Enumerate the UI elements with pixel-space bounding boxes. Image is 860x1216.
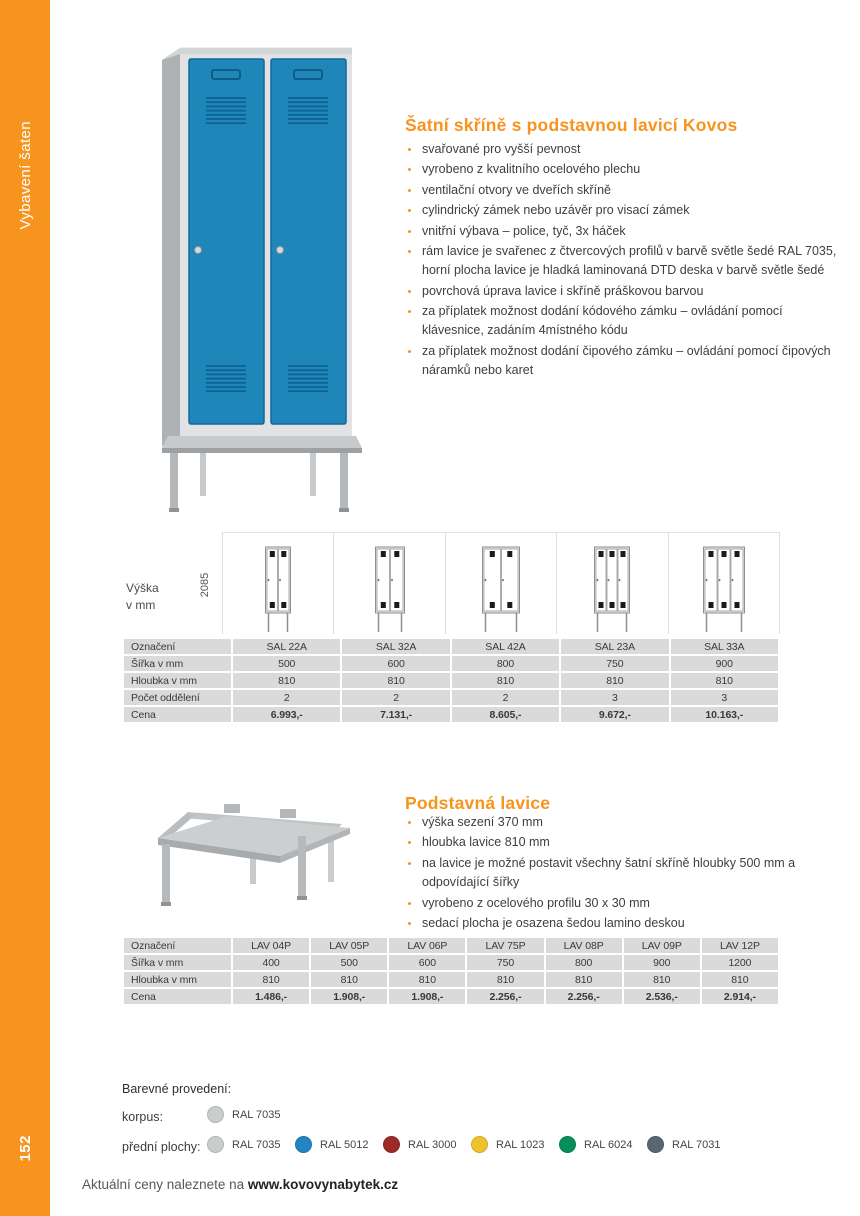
korpus-swatch-row <box>207 1106 295 1123</box>
row-label: Hloubka v mm <box>124 972 231 987</box>
korpus-caption: korpus: <box>122 1110 163 1124</box>
color-swatch-circle <box>207 1106 224 1123</box>
color-swatch-circle <box>207 1136 224 1153</box>
feature-item: rám lavice je svařenec z čtvercových profilů v barvě světle šedé RAL 7035, horní plocha lavice je hladká laminovaná DTD deska v barvě světle šedé <box>405 242 839 281</box>
row-label: Šířka v mm <box>124 656 231 671</box>
price-cell: 2.256,- <box>546 989 622 1004</box>
table-row <box>124 690 778 705</box>
model-cell: SAL 33A <box>671 639 778 654</box>
table-row-price <box>124 707 778 722</box>
model-cell: LAV 06P <box>389 938 465 953</box>
color-swatch-label: RAL 7035 <box>232 1138 281 1151</box>
color-swatch-label: RAL 7031 <box>672 1138 721 1151</box>
table-row <box>124 639 778 654</box>
value-cell: 2 <box>452 690 559 705</box>
color-swatch-item <box>647 1136 735 1153</box>
model-cell: LAV 05P <box>311 938 387 953</box>
feature-item: na lavice je možné postavit všechny šatní skříně hloubky 500 mm a odpovídající šířky <box>405 854 839 893</box>
value-cell: 1200 <box>702 955 778 970</box>
color-swatch-item <box>207 1136 295 1153</box>
spec-table-lockers <box>122 637 780 724</box>
value-cell: 810 <box>702 972 778 987</box>
value-cell: 3 <box>561 690 668 705</box>
footer-url[interactable]: www.kovovynabytek.cz <box>247 1177 399 1192</box>
price-cell: 1.908,- <box>389 989 465 1004</box>
locker-diagram <box>556 532 667 634</box>
model-cell: SAL 42A <box>452 639 559 654</box>
feature-item: vyrobeno z kvalitního ocelového plechu <box>405 160 839 179</box>
value-cell: 500 <box>233 656 340 671</box>
page-number-text: 152 <box>16 1134 34 1162</box>
value-cell: 810 <box>342 673 449 688</box>
locker-diagram <box>333 532 444 634</box>
locker-illustration <box>148 34 364 516</box>
color-swatch-item <box>383 1136 471 1153</box>
value-cell: 2 <box>233 690 340 705</box>
spec-table-benches <box>122 936 780 1006</box>
model-cell: SAL 23A <box>561 639 668 654</box>
feature-item: povrchová úprava lavice i skříně práškovou barvou <box>405 282 839 301</box>
row-label: Počet oddělení <box>124 690 231 705</box>
row-label: Hloubka v mm <box>124 673 231 688</box>
color-swatch-label: RAL 1023 <box>496 1138 545 1151</box>
value-cell: 600 <box>389 955 465 970</box>
feature-item: vyrobeno z ocelového profilu 30 x 30 mm <box>405 894 839 913</box>
feature-item: ventilační otvory ve dveřích skříně <box>405 181 839 200</box>
section2-title: Podstavná lavice <box>405 792 551 813</box>
value-cell: 810 <box>233 673 340 688</box>
value-cell: 810 <box>561 673 668 688</box>
value-cell: 810 <box>546 972 622 987</box>
price-cell: 2.536,- <box>624 989 700 1004</box>
value-cell: 810 <box>233 972 309 987</box>
value-cell: 750 <box>561 656 668 671</box>
footer <box>82 1177 398 1192</box>
front-swatch-row <box>207 1136 735 1153</box>
feature-item: za příplatek možnost dodání kódového zámku – ovládání pomocí klávesnice, zadáním 4místného kódu <box>405 302 839 341</box>
feature-item: hloubka lavice 810 mm <box>405 833 839 852</box>
price-cell: 7.131,- <box>342 707 449 722</box>
price-cell: 6.993,- <box>233 707 340 722</box>
height-value: 2085 <box>199 572 211 598</box>
feature-item: výška sezení 370 mm <box>405 813 839 832</box>
value-cell: 810 <box>671 673 778 688</box>
feature-item: sedací plocha je osazena šedou lamino deskou <box>405 914 839 933</box>
price-cell: 8.605,- <box>452 707 559 722</box>
price-cell: 1.486,- <box>233 989 309 1004</box>
price-cell: 1.908,- <box>311 989 387 1004</box>
color-swatch-item <box>471 1136 559 1153</box>
table-row-price <box>124 989 778 1004</box>
color-swatch-item <box>207 1106 295 1123</box>
value-cell: 900 <box>624 955 700 970</box>
category-label <box>0 70 50 280</box>
model-cell: LAV 04P <box>233 938 309 953</box>
model-cell: SAL 32A <box>342 639 449 654</box>
value-cell: 3 <box>671 690 778 705</box>
model-cell: LAV 75P <box>467 938 543 953</box>
table-row <box>124 938 778 953</box>
value-cell: 810 <box>389 972 465 987</box>
front-caption: přední plochy: <box>122 1140 201 1154</box>
row-label: Šířka v mm <box>124 955 231 970</box>
value-cell: 810 <box>311 972 387 987</box>
color-swatch-circle <box>383 1136 400 1153</box>
value-cell: 2 <box>342 690 449 705</box>
value-cell: 400 <box>233 955 309 970</box>
page-number <box>0 1118 50 1178</box>
row-label: Označení <box>124 639 231 654</box>
color-swatch-circle <box>471 1136 488 1153</box>
section2-feature-list <box>405 813 839 934</box>
value-cell: 900 <box>671 656 778 671</box>
value-cell: 810 <box>467 972 543 987</box>
locker-diagram <box>668 532 780 634</box>
height-label: Výška v mm <box>126 581 159 612</box>
value-cell: 800 <box>452 656 559 671</box>
feature-item: cylindrický zámek nebo uzávěr pro visací zámek <box>405 201 839 220</box>
price-cell: 9.672,- <box>561 707 668 722</box>
value-cell: 810 <box>624 972 700 987</box>
row-label: Cena <box>124 707 231 722</box>
feature-item: za příplatek možnost dodání čipového zámku – ovládání pomocí čipových náramků nebo karet <box>405 342 839 381</box>
model-cell: LAV 08P <box>546 938 622 953</box>
height-label-cell <box>122 532 222 634</box>
color-swatch-label: RAL 6024 <box>584 1138 633 1151</box>
sidebar <box>0 0 50 1216</box>
bench-illustration <box>132 776 364 916</box>
color-swatch-label: RAL 7035 <box>232 1108 281 1121</box>
value-cell: 750 <box>467 955 543 970</box>
table-row <box>124 673 778 688</box>
model-cell: LAV 09P <box>624 938 700 953</box>
product-image-locker <box>148 34 364 516</box>
feature-item: vnitřní výbava – police, tyč, 3x háček <box>405 222 839 241</box>
footer-text: Aktuální ceny naleznete na <box>82 1177 248 1192</box>
table-row <box>124 656 778 671</box>
value-cell: 600 <box>342 656 449 671</box>
locker-diagram-row <box>122 532 780 634</box>
product-image-bench <box>132 776 364 916</box>
model-cell: LAV 12P <box>702 938 778 953</box>
section1-title: Šatní skříně s podstavnou lavicí Kovos <box>405 114 738 135</box>
value-cell: 810 <box>452 673 559 688</box>
colors-title: Barevné provedení: <box>122 1082 232 1096</box>
color-swatch-item <box>295 1136 383 1153</box>
model-cell: SAL 22A <box>233 639 340 654</box>
color-swatch-label: RAL 3000 <box>408 1138 457 1151</box>
color-swatch-item <box>559 1136 647 1153</box>
locker-diagram <box>445 532 556 634</box>
feature-item: svařované pro vyšší pevnost <box>405 140 839 159</box>
row-label: Označení <box>124 938 231 953</box>
price-cell: 2.256,- <box>467 989 543 1004</box>
row-label: Cena <box>124 989 231 1004</box>
color-swatch-circle <box>559 1136 576 1153</box>
price-cell: 2.914,- <box>702 989 778 1004</box>
price-cell: 10.163,- <box>671 707 778 722</box>
value-cell: 500 <box>311 955 387 970</box>
section1-feature-list <box>405 140 839 382</box>
color-swatch-label: RAL 5012 <box>320 1138 369 1151</box>
color-swatch-circle <box>647 1136 664 1153</box>
locker-diagram <box>222 532 333 634</box>
category-label-text: Vybavení šaten <box>16 120 34 230</box>
table-row <box>124 972 778 987</box>
color-swatch-circle <box>295 1136 312 1153</box>
value-cell: 800 <box>546 955 622 970</box>
table-row <box>124 955 778 970</box>
